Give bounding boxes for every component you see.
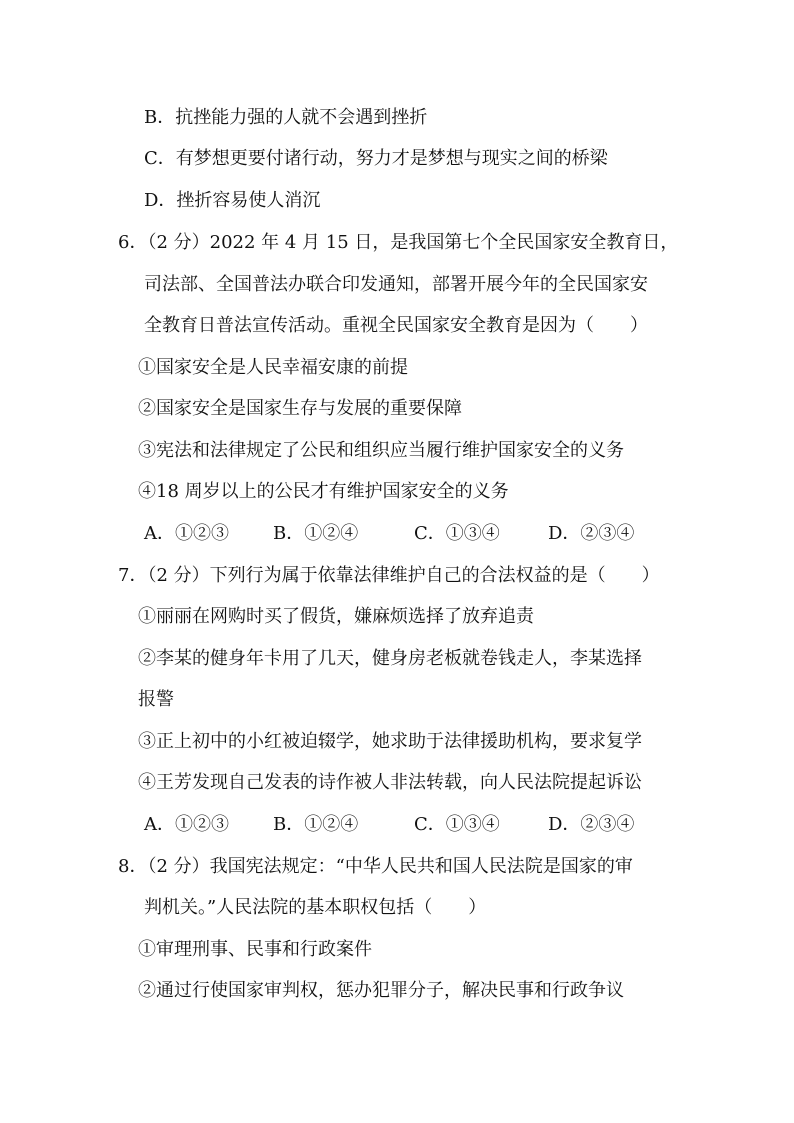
q6-statement-4: ④18 周岁以上的公民才有维护国家安全的义务 [138,481,509,502]
q6-statement-2: ②国家安全是国家生存与发展的重要保障 [138,398,462,419]
q6-choice-a: A．①②③ [144,523,229,544]
q7-statement-2: ②李某的健身年卡用了几天，健身房老板就卷钱走人，李某选择 [138,648,642,669]
q5-option-b: B．抗挫能力强的人就不会遇到挫折 [144,107,428,128]
q6-statement-3: ③宪法和法律规定了公民和组织应当履行维护国家安全的义务 [138,440,624,461]
q5-option-d: D．挫折容易使人消沉 [144,190,321,211]
q7-statement-1: ①丽丽在网购时买了假货，嫌麻烦选择了放弃追责 [138,606,534,627]
q6-choice-d: D．②③④ [548,523,635,544]
q8-statement-1: ①审理刑事、民事和行政案件 [138,939,372,960]
q7-statement-4: ④王芳发现自己发表的诗作被人非法转载，向人民法院提起诉讼 [138,772,642,793]
q6-statement-1: ①国家安全是人民幸福安康的前提 [138,357,408,378]
q7-statement-2-cont: 报警 [138,689,174,710]
q6-stem-line1: 6．（2 分）2022 年 4 月 15 日，是我国第七个全民国家安全教育日， [118,232,679,253]
q6-stem-line3: 全教育日普法宣传活动。重视全民国家安全教育是因为（ ） [144,315,648,336]
q8-statement-2: ②通过行使国家审判权，惩办犯罪分子，解决民事和行政争议 [138,980,624,1001]
q6-choice-c: C．①③④ [414,523,500,544]
q8-stem-line1: 8．（2 分）我国宪法规定：“中华人民共和国人民法院是国家的审 [118,856,633,877]
q8-stem-line2: 判机关。”人民法院的基本职权包括（ ） [144,897,487,918]
q7-choice-d: D．②③④ [548,814,635,835]
q6-stem-line2: 司法部、全国普法办联合印发通知，部署开展今年的全民国家安 [144,274,648,295]
q6-choice-b: B．①②④ [273,523,359,544]
q7-statement-3: ③正上初中的小红被迫辍学，她求助于法律援助机构，要求复学 [138,731,642,752]
q7-choice-b: B．①②④ [273,814,359,835]
q7-choice-c: C．①③④ [414,814,500,835]
q7-choice-a: A．①②③ [144,814,229,835]
q5-option-c: C．有梦想更要付诸行动，努力才是梦想与现实之间的桥梁 [144,148,608,169]
q7-stem-line1: 7．（2 分）下列行为属于依靠法律维护自己的合法权益的是（ ） [118,565,660,586]
